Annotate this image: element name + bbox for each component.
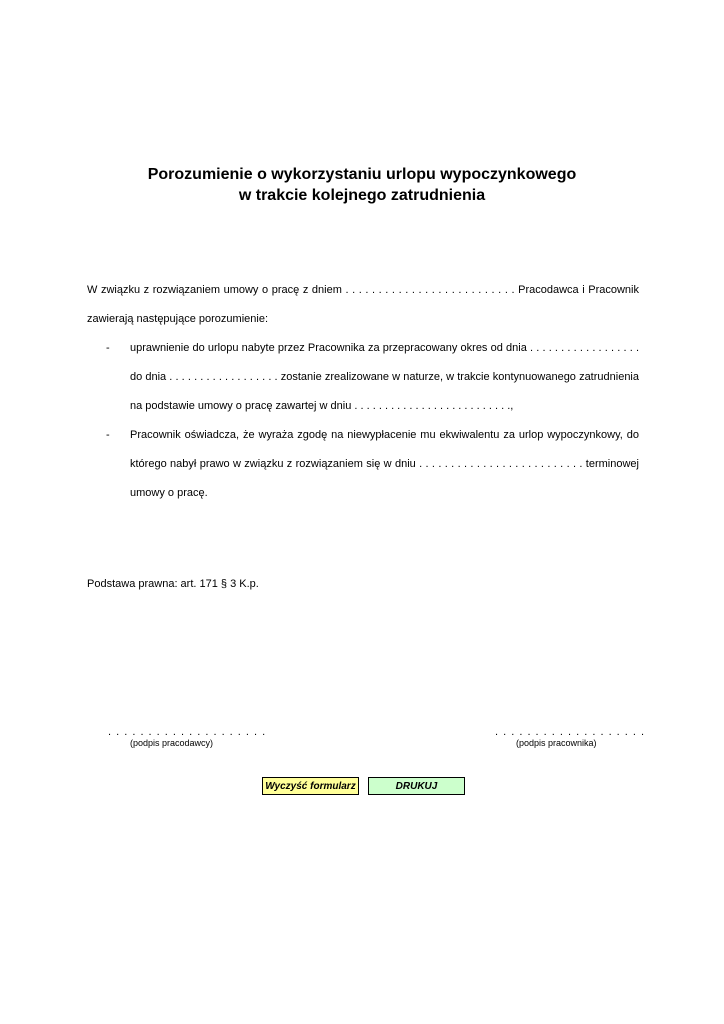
employee-signature-line: . . . . . . . . . . . . . . . . . . . [495,726,646,738]
employer-signature-line: . . . . . . . . . . . . . . . . . . . . [108,726,267,738]
intro-line-2: zawierają następujące porozumienie: [87,313,268,325]
print-button[interactable]: DRUKUJ [368,777,465,795]
item-1-line-3: na podstawie umowy o pracę zawartej w dniu . . . . . . . . . . . . . . . . . . . . . . . . . ., [130,400,514,412]
clear-form-button[interactable]: Wyczyść formularz [262,777,359,795]
item-2-line-2: którego nabył prawo w związku z rozwiązaniem się w dniu . . . . . . . . . . . . . . . . . . . . . . . . . . terminowej [130,458,639,470]
item-1-bullet: - [106,342,110,354]
item-1-line-1: uprawnienie do urlopu nabyte przez Pracownika za przepracowany okres od dnia . . . . . . . . . . . . . . . . . . [130,342,639,354]
intro-line-1: W związku z rozwiązaniem umowy o pracę z dniem . . . . . . . . . . . . . . . . . . . . . . . . . . Pracodawca i Pracownik [87,284,639,296]
document-title-line-1: Porozumienie o wykorzystaniu urlopu wypoczynkowego [147,166,577,183]
item-2-line-1: Pracownik oświadcza, że wyraża zgodę na niewypłacenie mu ekwiwalentu za urlop wypoczynkowy, do [130,429,639,441]
item-1-line-2: do dnia . . . . . . . . . . . . . . . . . . zostanie zrealizowane w naturze, w trakcie kontynuowanego zatrudnienia [130,371,639,383]
document-title-line-2: w trakcie kolejnego zatrudnienia [238,187,486,204]
item-2-bullet: - [106,429,110,441]
legal-basis: Podstawa prawna: art. 171 § 3 K.p. [87,578,259,590]
item-2-line-3: umowy o pracę. [130,487,208,499]
employee-signature-label: (podpis pracownika) [516,738,597,748]
employer-signature-label: (podpis pracodawcy) [130,738,214,748]
